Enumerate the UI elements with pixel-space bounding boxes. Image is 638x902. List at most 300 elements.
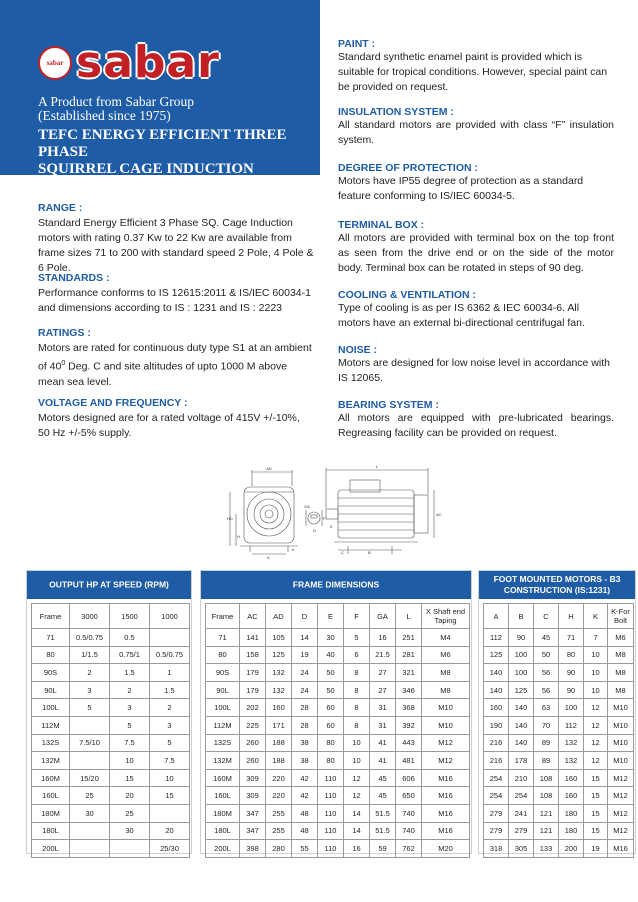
- label-ad: AD: [266, 466, 272, 471]
- table-cell: M10: [608, 734, 634, 752]
- table-row: [32, 734, 190, 752]
- table-cell: 255: [266, 822, 292, 840]
- table-row: [484, 840, 634, 858]
- table-cell: 0.5/0.75: [70, 629, 110, 647]
- table-cell: M12: [422, 752, 470, 770]
- table-cell: 112: [484, 629, 509, 647]
- table-cell: 5: [110, 716, 150, 734]
- table-cell: 89: [534, 734, 559, 752]
- column-header: AD: [266, 604, 292, 629]
- table-cell: 0.5: [110, 629, 150, 647]
- table-cell: 12: [584, 716, 608, 734]
- table-cell: 19: [292, 646, 318, 664]
- table-cell: 15: [584, 822, 608, 840]
- table-cell: M10: [422, 699, 470, 717]
- table-cell: 125: [266, 646, 292, 664]
- table-cell: 45: [370, 769, 396, 787]
- column-header: AC: [240, 604, 266, 629]
- table-cell: M10: [422, 716, 470, 734]
- frame-dimensions-panel: [200, 570, 472, 854]
- label-c: C: [341, 550, 344, 555]
- table-cell: 100L: [32, 699, 70, 717]
- table-cell: M12: [608, 787, 634, 805]
- table-row: [484, 681, 634, 699]
- tagline: A Product from Sabar Group (Established since 1975): [38, 94, 194, 123]
- table-cell: 7.5/10: [70, 734, 110, 752]
- table-row: [484, 804, 634, 822]
- table-cell: 20: [110, 787, 150, 805]
- table-row: [484, 646, 634, 664]
- table-cell: 121: [534, 822, 559, 840]
- table-cell: 132S: [32, 734, 70, 752]
- table-row: [206, 629, 470, 647]
- table-cell: 15: [584, 769, 608, 787]
- table-cell: 24: [292, 681, 318, 699]
- table-cell: 279: [484, 822, 509, 840]
- table-cell: 180L: [206, 822, 240, 840]
- table-cell: 260: [240, 752, 266, 770]
- table-cell: 200L: [206, 840, 240, 858]
- table-cell: 347: [240, 804, 266, 822]
- table-cell: 0.5/0.75: [150, 646, 190, 664]
- output-hp-panel: [26, 570, 192, 854]
- table-cell: 30: [110, 822, 150, 840]
- table-cell: 8: [344, 681, 370, 699]
- table-row: [206, 840, 470, 858]
- table-cell: M20: [422, 840, 470, 858]
- table-cell: 398: [240, 840, 266, 858]
- table-cell: 254: [509, 787, 534, 805]
- table-cell: [70, 752, 110, 770]
- table-cell: 216: [484, 752, 509, 770]
- table-cell: M8: [608, 681, 634, 699]
- table-cell: 140: [484, 681, 509, 699]
- bearing-body: All motors are equipped with pre-lubricated bearings. Regreasing facility can be provided on request.: [338, 412, 614, 439]
- table-cell: 200L: [32, 840, 70, 858]
- column-header: L: [396, 604, 422, 629]
- header-band: [0, 0, 320, 194]
- table-cell: [70, 822, 110, 840]
- table-cell: M12: [422, 734, 470, 752]
- table-row: [484, 664, 634, 682]
- cooling-body: Type of cooling is as per IS 6362 & IEC 60034-6. All motors have an external bi-directional centrifugal fan.: [338, 302, 585, 329]
- table-cell: 392: [396, 716, 422, 734]
- table-cell: 318: [484, 840, 509, 858]
- table-cell: 90: [559, 664, 584, 682]
- label-ac: AC: [436, 512, 442, 517]
- table-cell: 160: [484, 699, 509, 717]
- table-cell: 90: [559, 681, 584, 699]
- table-cell: [150, 629, 190, 647]
- table-cell: M16: [422, 804, 470, 822]
- table-cell: 15: [110, 769, 150, 787]
- table-row: [32, 699, 190, 717]
- table-cell: M16: [422, 769, 470, 787]
- table-cell: 1/1.5: [70, 646, 110, 664]
- table-cell: 132: [266, 664, 292, 682]
- table-row: [32, 752, 190, 770]
- table-cell: 30: [318, 629, 344, 647]
- table-cell: 28: [292, 699, 318, 717]
- table-cell: 6: [344, 646, 370, 664]
- table-cell: 279: [484, 804, 509, 822]
- table-cell: 2: [110, 681, 150, 699]
- table-cell: 48: [292, 822, 318, 840]
- table-cell: 60: [318, 716, 344, 734]
- table-cell: 80: [559, 646, 584, 664]
- table-cell: M8: [422, 681, 470, 699]
- table-cell: 42: [292, 787, 318, 805]
- table-cell: 160: [559, 787, 584, 805]
- table-cell: 179: [240, 681, 266, 699]
- table-cell: 160M: [206, 769, 240, 787]
- table-cell: 105: [266, 629, 292, 647]
- column-header: C: [534, 604, 559, 629]
- table-cell: 251: [396, 629, 422, 647]
- table-row: [32, 681, 190, 699]
- table-cell: 5: [150, 734, 190, 752]
- table-cell: 305: [509, 840, 534, 858]
- table-row: [32, 716, 190, 734]
- table-cell: 15/20: [70, 769, 110, 787]
- table-cell: 38: [292, 734, 318, 752]
- column-header: K-For Bolt: [608, 604, 634, 629]
- output-hp-table: [31, 603, 190, 858]
- table-cell: 321: [396, 664, 422, 682]
- foot-mounted-panel: [478, 570, 636, 854]
- table-cell: 740: [396, 822, 422, 840]
- motor-dimension-diagram: [222, 462, 446, 562]
- table-cell: 180L: [32, 822, 70, 840]
- table-cell: 24: [292, 664, 318, 682]
- table-cell: 12: [344, 787, 370, 805]
- table-cell: 180: [559, 804, 584, 822]
- table-cell: 220: [266, 769, 292, 787]
- table-cell: 140: [509, 734, 534, 752]
- sabar-seal-icon: sabar: [38, 46, 72, 80]
- table-cell: 121: [534, 804, 559, 822]
- column-header: Frame: [32, 604, 70, 629]
- label-e: E: [330, 524, 333, 529]
- table-row: [484, 699, 634, 717]
- table-cell: 100L: [206, 699, 240, 717]
- table-cell: 141: [240, 629, 266, 647]
- table-row: [206, 664, 470, 682]
- insulation-body: All standard motors are provided with class “F” insulation system.: [338, 119, 614, 146]
- table-cell: 178: [509, 752, 534, 770]
- column-header: H: [559, 604, 584, 629]
- table-row: [484, 787, 634, 805]
- table-cell: 50: [318, 681, 344, 699]
- foot-mounted-title: FOOT MOUNTED MOTORS - B3 CONSTRUCTION (IS:1231): [479, 571, 635, 599]
- table-cell: 12: [584, 752, 608, 770]
- table-cell: 28: [292, 716, 318, 734]
- table-cell: 70: [534, 716, 559, 734]
- table-cell: 110: [318, 769, 344, 787]
- table-cell: M8: [422, 664, 470, 682]
- table-cell: 110: [318, 787, 344, 805]
- table-cell: 309: [240, 787, 266, 805]
- table-cell: 48: [292, 804, 318, 822]
- table-cell: 40: [318, 646, 344, 664]
- table-cell: 125: [509, 681, 534, 699]
- table-cell: 254: [484, 787, 509, 805]
- table-cell: 160L: [32, 787, 70, 805]
- table-cell: 241: [509, 804, 534, 822]
- table-cell: 8: [344, 699, 370, 717]
- table-cell: 2: [70, 664, 110, 682]
- table-cell: 158: [240, 646, 266, 664]
- table-cell: 3: [110, 699, 150, 717]
- table-cell: 10: [584, 681, 608, 699]
- table-cell: [70, 840, 110, 858]
- table-row: [484, 822, 634, 840]
- table-cell: 2: [150, 699, 190, 717]
- table-cell: 140: [509, 699, 534, 717]
- table-cell: 762: [396, 840, 422, 858]
- table-cell: M12: [608, 804, 634, 822]
- table-cell: 1: [150, 664, 190, 682]
- table-cell: 132M: [32, 752, 70, 770]
- column-header: 1000: [150, 604, 190, 629]
- table-cell: 180M: [206, 804, 240, 822]
- table-cell: 1.5: [150, 681, 190, 699]
- table-cell: 7.5: [150, 752, 190, 770]
- table-row: [206, 734, 470, 752]
- paint-body: Standard synthetic enamel paint is provided which is suitable for tropical conditions. However, special paint can be provided on request.: [338, 51, 608, 93]
- output-hp-title: OUTPUT HP AT SPEED (RPM): [27, 571, 191, 599]
- table-cell: 132S: [206, 734, 240, 752]
- table-cell: 59: [370, 840, 396, 858]
- table-cell: 3: [70, 681, 110, 699]
- table-cell: 110: [318, 840, 344, 858]
- table-cell: 50: [534, 646, 559, 664]
- table-cell: 8: [344, 664, 370, 682]
- table-cell: M10: [608, 716, 634, 734]
- label-a: A: [267, 555, 270, 560]
- table-cell: 41: [370, 752, 396, 770]
- table-cell: 80: [206, 646, 240, 664]
- table-cell: 108: [534, 769, 559, 787]
- table-cell: 280: [266, 840, 292, 858]
- table-cell: 71: [206, 629, 240, 647]
- table-cell: [70, 716, 110, 734]
- table-cell: 90L: [32, 681, 70, 699]
- table-cell: 19: [584, 840, 608, 858]
- label-d: D: [313, 528, 316, 533]
- table-cell: M4: [422, 629, 470, 647]
- table-cell: 180: [559, 822, 584, 840]
- table-row: [32, 629, 190, 647]
- table-cell: 132M: [206, 752, 240, 770]
- table-cell: 30: [70, 804, 110, 822]
- table-cell: 90L: [206, 681, 240, 699]
- table-row: [484, 629, 634, 647]
- table-cell: 7.5: [110, 734, 150, 752]
- table-row: [32, 804, 190, 822]
- table-cell: 20: [150, 822, 190, 840]
- table-cell: 10: [150, 769, 190, 787]
- table-cell: 160: [559, 769, 584, 787]
- table-row: [32, 769, 190, 787]
- table-cell: 45: [370, 787, 396, 805]
- table-cell: 347: [240, 822, 266, 840]
- table-cell: 132: [266, 681, 292, 699]
- bearing-heading: BEARING SYSTEM :: [338, 399, 439, 411]
- table-cell: 41: [370, 734, 396, 752]
- table-cell: 5: [344, 629, 370, 647]
- table-cell: 188: [266, 734, 292, 752]
- table-cell: 346: [396, 681, 422, 699]
- table-cell: 180M: [32, 804, 70, 822]
- table-cell: 15: [150, 787, 190, 805]
- table-cell: 31: [370, 699, 396, 717]
- table-cell: 279: [509, 822, 534, 840]
- table-cell: 5: [70, 699, 110, 717]
- table-row: [484, 716, 634, 734]
- column-header: 1500: [110, 604, 150, 629]
- column-header: 3000: [70, 604, 110, 629]
- noise-heading: NOISE :: [338, 344, 378, 356]
- table-cell: M12: [608, 822, 634, 840]
- table-cell: 171: [266, 716, 292, 734]
- table-cell: 140: [484, 664, 509, 682]
- cooling-heading: COOLING & VENTILATION :: [338, 289, 477, 301]
- table-cell: M6: [608, 629, 634, 647]
- column-header: GA: [370, 604, 396, 629]
- table-cell: 281: [396, 646, 422, 664]
- label-ga: GA: [304, 504, 310, 509]
- table-row: [206, 646, 470, 664]
- column-header: B: [509, 604, 534, 629]
- table-cell: 89: [534, 752, 559, 770]
- table-cell: 179: [240, 664, 266, 682]
- frame-dimensions-table: [205, 603, 470, 858]
- table-cell: 50: [318, 664, 344, 682]
- table-cell: 80: [318, 734, 344, 752]
- protection-body: Motors have IP55 degree of protection as a standard feature conforming to IS/IEC 60034-5.: [338, 175, 584, 202]
- table-cell: 255: [266, 804, 292, 822]
- table-cell: 3: [150, 716, 190, 734]
- table-cell: 31: [370, 716, 396, 734]
- table-cell: 606: [396, 769, 422, 787]
- table-cell: 309: [240, 769, 266, 787]
- voltage-heading: VOLTAGE AND FREQUENCY :: [38, 397, 188, 409]
- table-row: [32, 840, 190, 858]
- logo-wordmark: sabar: [76, 37, 220, 88]
- paint-heading: PAINT :: [338, 38, 376, 50]
- table-cell: 63: [534, 699, 559, 717]
- table-cell: M8: [608, 646, 634, 664]
- table-cell: 60: [318, 699, 344, 717]
- table-cell: 132: [559, 752, 584, 770]
- table-cell: 51.5: [370, 822, 396, 840]
- table-cell: 368: [396, 699, 422, 717]
- table-cell: 210: [509, 769, 534, 787]
- table-cell: M16: [608, 840, 634, 858]
- table-cell: 112M: [32, 716, 70, 734]
- page-footer: [0, 862, 638, 902]
- table-row: [32, 646, 190, 664]
- table-row: [206, 822, 470, 840]
- table-cell: 45: [534, 629, 559, 647]
- table-cell: 110: [318, 822, 344, 840]
- table-cell: 15: [584, 787, 608, 805]
- table-cell: 160L: [206, 787, 240, 805]
- column-header: X Shaft end Taping: [422, 604, 470, 629]
- table-cell: 90: [509, 629, 534, 647]
- table-cell: M8: [608, 664, 634, 682]
- table-cell: 10: [344, 752, 370, 770]
- table-cell: 160: [266, 699, 292, 717]
- table-cell: 481: [396, 752, 422, 770]
- table-row: [484, 734, 634, 752]
- table-cell: 200: [559, 840, 584, 858]
- table-cell: 140: [509, 716, 534, 734]
- label-l: L: [375, 464, 379, 469]
- table-cell: 100: [509, 646, 534, 664]
- table-cell: 10: [344, 734, 370, 752]
- range-heading: RANGE :: [38, 202, 83, 214]
- range-body: Standard Energy Efficient 3 Phase SQ. Cage Induction motors with rating 0.37 Kw to 22 Kw are available from frame sizes 71 to 200 with standard speed 2 Pole, 4 Pole & 6 Pole.: [38, 217, 314, 274]
- table-cell: 25: [70, 787, 110, 805]
- column-header: E: [318, 604, 344, 629]
- table-cell: M12: [608, 769, 634, 787]
- terminal-box-body: All motors are provided with terminal box on the top front as seen from the drive end or on the side of the motor body. Terminal box can be rotated in steps of 90 deg.: [338, 232, 614, 274]
- foot-mounted-table: [483, 603, 634, 858]
- table-row: [32, 787, 190, 805]
- protection-heading: DEGREE OF PROTECTION :: [338, 162, 479, 174]
- page-title: TEFC ENERGY EFFICIENT THREE PHASE SQUIRREL CAGE INDUCTION MOTORS: [38, 127, 287, 194]
- table-cell: 100: [509, 664, 534, 682]
- table-cell: 650: [396, 787, 422, 805]
- table-row: [206, 769, 470, 787]
- table-cell: 38: [292, 752, 318, 770]
- table-cell: 80: [318, 752, 344, 770]
- column-header: Frame: [206, 604, 240, 629]
- standards-body: Performance conforms to IS 12615:2011 & IS/IEC 60034-1 and dimensions according to IS : 1231 and IS : 2223: [38, 287, 311, 314]
- column-header: F: [344, 604, 370, 629]
- table-cell: M6: [422, 646, 470, 664]
- table-cell: M16: [422, 787, 470, 805]
- table-cell: M10: [608, 699, 634, 717]
- table-cell: 254: [484, 769, 509, 787]
- table-cell: 14: [292, 629, 318, 647]
- table-cell: 112M: [206, 716, 240, 734]
- table-cell: 133: [534, 840, 559, 858]
- table-cell: M10: [608, 752, 634, 770]
- table-cell: 0.75/1: [110, 646, 150, 664]
- standards-heading: STANDARDS :: [38, 272, 110, 284]
- table-cell: 27: [370, 681, 396, 699]
- table-cell: 8: [344, 716, 370, 734]
- table-cell: 12: [584, 699, 608, 717]
- label-k: K: [292, 547, 295, 552]
- table-cell: 16: [344, 840, 370, 858]
- table-cell: 10: [584, 646, 608, 664]
- insulation-heading: INSULATION SYSTEM :: [338, 106, 454, 118]
- table-cell: 25/30: [150, 840, 190, 858]
- table-row: [484, 769, 634, 787]
- frame-dimensions-title: FRAME DIMENSIONS: [201, 571, 471, 599]
- voltage-body: Motors designed are for a rated voltage of 415V +/-10%, 50 Hz +/-5% supply.: [38, 412, 300, 439]
- table-cell: [110, 840, 150, 858]
- table-cell: 71: [559, 629, 584, 647]
- table-cell: [150, 804, 190, 822]
- table-cell: 188: [266, 752, 292, 770]
- table-cell: 21.5: [370, 646, 396, 664]
- table-cell: 112: [559, 716, 584, 734]
